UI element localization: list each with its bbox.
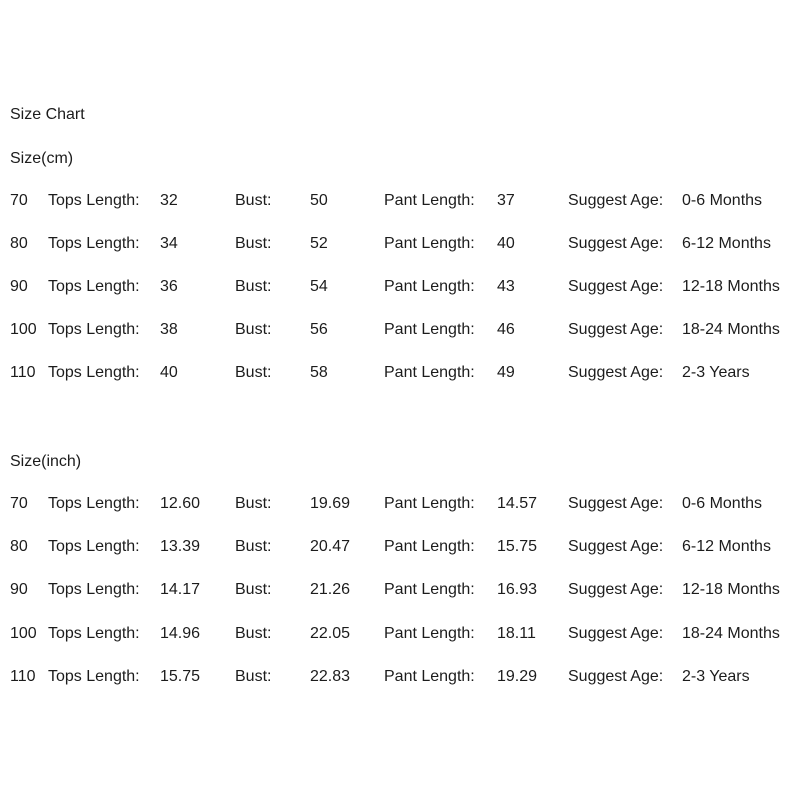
size-value: 70 (10, 192, 28, 209)
tops-length-label: Tops Length: (48, 581, 140, 598)
suggest-age-label: Suggest Age: (568, 538, 664, 555)
pant-length-label: Pant Length: (384, 495, 475, 512)
bust-value: 19.69 (310, 495, 351, 512)
bust-value: 22.05 (310, 625, 351, 642)
pant-length-label: Pant Length: (384, 321, 475, 338)
tops-length-label: Tops Length: (48, 321, 140, 338)
pant-length-label: Pant Length: (384, 625, 475, 642)
size-value: 90 (10, 581, 28, 598)
bust-value: 50 (310, 192, 328, 209)
tops-length-label: Tops Length: (48, 192, 140, 209)
tops-length-value: 34 (160, 235, 178, 252)
pant-length-value: 37 (497, 192, 515, 209)
table-row (10, 320, 800, 340)
bust-value: 56 (310, 321, 328, 338)
tops-length-label: Tops Length: (48, 668, 140, 685)
suggest-age-label: Suggest Age: (568, 495, 664, 512)
suggest-age-value: 0-6 Months (682, 192, 763, 209)
bust-label: Bust: (235, 538, 272, 555)
table-row (10, 277, 800, 297)
tops-length-label: Tops Length: (48, 364, 140, 381)
size-value: 80 (10, 235, 28, 252)
suggest-age-label: Suggest Age: (568, 278, 664, 295)
table-row (10, 580, 800, 600)
pant-length-value: 16.93 (497, 581, 538, 598)
suggest-age-value: 6-12 Months (682, 235, 771, 252)
tops-length-label: Tops Length: (48, 538, 140, 555)
suggest-age-value: 12-18 Months (682, 278, 780, 295)
pant-length-label: Pant Length: (384, 364, 475, 381)
size-value: 100 (10, 625, 37, 642)
suggest-age-value: 0-6 Months (682, 495, 763, 512)
suggest-age-value: 2-3 Years (682, 364, 750, 381)
tops-length-value: 32 (160, 192, 178, 209)
tops-length-label: Tops Length: (48, 235, 140, 252)
bust-value: 22.83 (310, 668, 351, 685)
table-row (10, 537, 800, 557)
tops-length-value: 40 (160, 364, 178, 381)
suggest-age-label: Suggest Age: (568, 192, 664, 209)
bust-label: Bust: (235, 668, 272, 685)
pant-length-label: Pant Length: (384, 192, 475, 209)
pant-length-label: Pant Length: (384, 235, 475, 252)
pant-length-value: 49 (497, 364, 515, 381)
bust-value: 21.26 (310, 581, 351, 598)
tops-length-value: 15.75 (160, 668, 201, 685)
bust-label: Bust: (235, 235, 272, 252)
suggest-age-value: 18-24 Months (682, 321, 780, 338)
pant-length-label: Pant Length: (384, 668, 475, 685)
tops-length-label: Tops Length: (48, 278, 140, 295)
suggest-age-value: 2-3 Years (682, 668, 750, 685)
suggest-age-label: Suggest Age: (568, 235, 664, 252)
tops-length-value: 13.39 (160, 538, 201, 555)
size-value: 70 (10, 495, 28, 512)
suggest-age-label: Suggest Age: (568, 364, 664, 381)
pant-length-value: 19.29 (497, 668, 538, 685)
size-value: 110 (10, 668, 36, 685)
suggest-age-label: Suggest Age: (568, 625, 664, 642)
pant-length-value: 15.75 (497, 538, 538, 555)
pant-length-value: 18.11 (497, 625, 536, 642)
table-row (10, 494, 800, 514)
bust-label: Bust: (235, 364, 272, 381)
pant-length-label: Pant Length: (384, 538, 475, 555)
bust-value: 54 (310, 278, 328, 295)
suggest-age-value: 6-12 Months (682, 538, 771, 555)
size-value: 100 (10, 321, 37, 338)
table-row (10, 363, 800, 383)
bust-label: Bust: (235, 278, 272, 295)
bust-label: Bust: (235, 625, 272, 642)
pant-length-label: Pant Length: (384, 278, 475, 295)
section-heading-cm: Size(cm) (10, 150, 74, 167)
tops-length-label: Tops Length: (48, 495, 140, 512)
bust-label: Bust: (235, 495, 272, 512)
table-row (10, 624, 800, 644)
suggest-age-value: 18-24 Months (682, 625, 780, 642)
pant-length-value: 40 (497, 235, 515, 252)
tops-length-value: 38 (160, 321, 178, 338)
table-row (10, 234, 800, 254)
bust-value: 20.47 (310, 538, 351, 555)
bust-label: Bust: (235, 192, 272, 209)
suggest-age-label: Suggest Age: (568, 321, 664, 338)
section-heading-inch: Size(inch) (10, 453, 82, 470)
size-value: 80 (10, 538, 28, 555)
tops-length-value: 14.17 (160, 581, 201, 598)
suggest-age-label: Suggest Age: (568, 581, 664, 598)
pant-length-value: 14.57 (497, 495, 538, 512)
tops-length-value: 12.60 (160, 495, 201, 512)
table-row (10, 667, 800, 687)
pant-length-value: 46 (497, 321, 515, 338)
bust-label: Bust: (235, 321, 272, 338)
tops-length-value: 14.96 (160, 625, 201, 642)
bust-value: 58 (310, 364, 328, 381)
table-row (10, 191, 800, 211)
tops-length-value: 36 (160, 278, 178, 295)
size-value: 110 (10, 364, 36, 381)
pant-length-value: 43 (497, 278, 515, 295)
pant-length-label: Pant Length: (384, 581, 475, 598)
suggest-age-label: Suggest Age: (568, 668, 664, 685)
bust-label: Bust: (235, 581, 272, 598)
page-title: Size Chart (10, 106, 85, 123)
bust-value: 52 (310, 235, 328, 252)
size-value: 90 (10, 278, 28, 295)
suggest-age-value: 12-18 Months (682, 581, 780, 598)
tops-length-label: Tops Length: (48, 625, 140, 642)
